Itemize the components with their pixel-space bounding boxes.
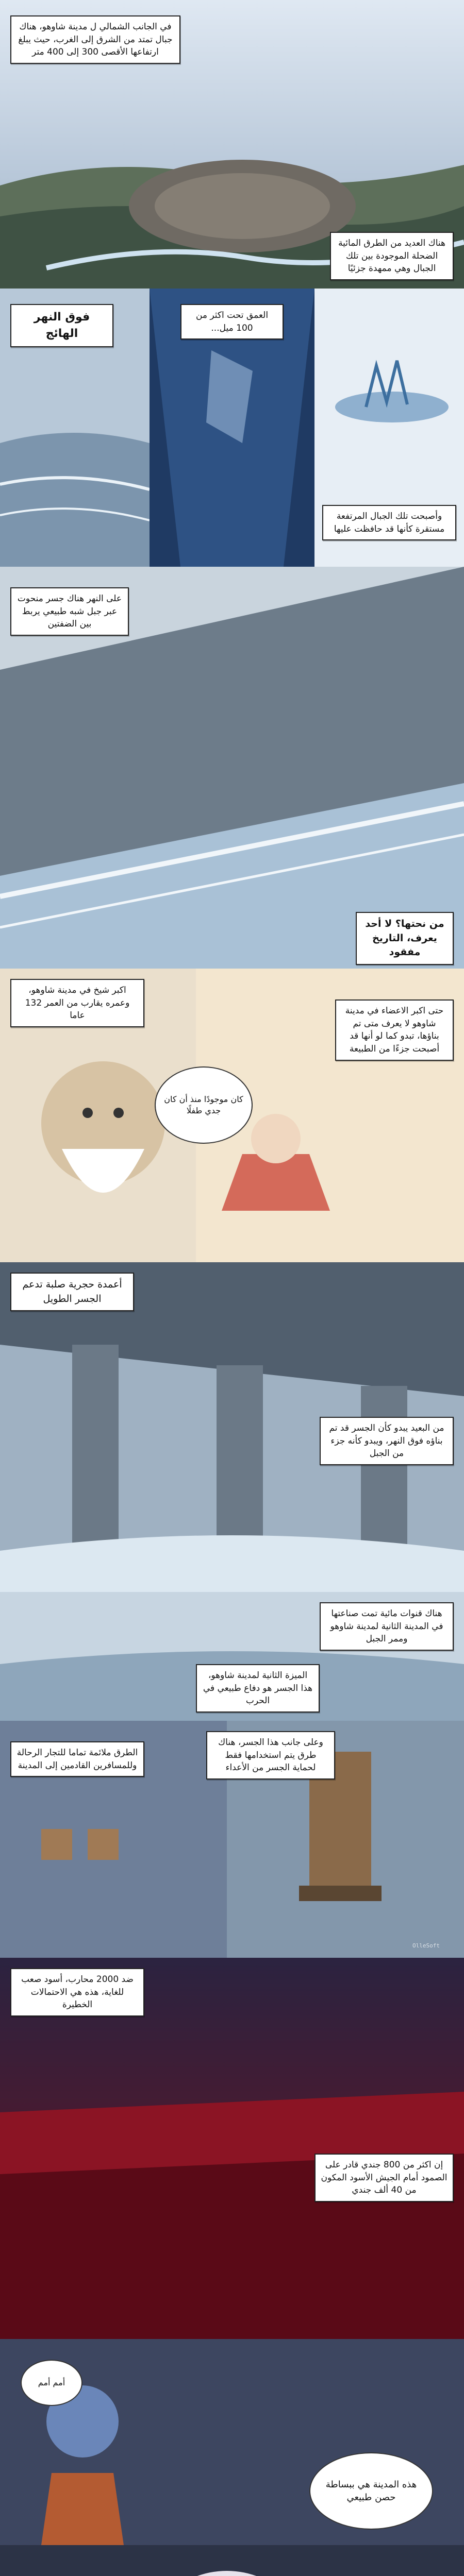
panel-bridge-river: [0, 567, 464, 969]
caption-north-mountains: في الجانب الشمالي ل مدينة شاوهو، هناك جبال تمتد من الشرق إلى الغرب، حيث يبلغ ارتفاعها الأقصى 300 إلى 400 متر: [10, 15, 180, 64]
caption-stone-pillars: أعمدة حجرية صلبة تدعم الجسر الطويل: [10, 1273, 134, 1311]
caption-stable-mountains: وأصبحت تلك الجبال المرتفعة مستقرة كأنها قد حافظت عليها: [322, 505, 456, 540]
caption-channels: هناك قنوات مائية تمت صناعتها في المدينة الثانية لمدينة شاوهو وممر الجبل: [320, 1602, 454, 1651]
panel-deep-river: [150, 289, 314, 567]
panel-aerial-city: [0, 0, 464, 289]
bubble-natural-fortress: هذه المدينة هي ببساطة حصن طبيعي: [309, 2452, 433, 2530]
caption-shallow-waterways: هناك العديد من الطرق المائية الضحلة الموجودة بين تلك الجبال وهي ممهدة جزئيًا: [330, 232, 454, 280]
caption-traders: الطرق ملائمة تماما للتجار الرحالة وللمسافرين القادمين إلى المدينة: [10, 1741, 144, 1777]
panel-splash: [314, 289, 464, 567]
caption-carved-bridge: على النهر هناك جسر منحوت عبر جبل شبه طبيعي يربط بين الضفتين: [10, 587, 129, 636]
caption-who-carved: من نحتها؟ لا أحد يعرف، التاريخ مفقود: [356, 912, 454, 965]
watermark: OlleSoft: [412, 1942, 440, 1949]
caption-unknown-build: حتى اكبر الاعضاء في مدينة شاوهو لا يعرف متى تم بناؤها، تبدو كما لو أنها قد أصبحت جزءًا من الطبيعة: [335, 999, 454, 1061]
caption-from-afar: من البعيد يبدو كأن الجسر قد تم بناؤه فوق النهر، ويبدو كأنه جزء من الجبل: [320, 1417, 454, 1465]
panel-caravan: [0, 1721, 464, 1958]
panel-army: [0, 1958, 464, 2339]
caption-natural-defense: الميزة الثانية لمدينة شاوهو، هذا الجسر هو دفاع طبيعي في الحرب: [196, 1664, 320, 1713]
caption-above-river: فوق النهر الهائج: [10, 304, 113, 347]
caption-depth: العمق تحت اكثر من 100 ميل...: [180, 304, 284, 340]
caption-guard-roads: وعلى جانب هذا الجسر، هناك طرق يتم استخدامها فقط لحماية الجسر من الأعداء: [206, 1731, 335, 1780]
panel-hero: [0, 2339, 464, 2576]
panel-channels: [0, 1592, 464, 1721]
panel-elder: [0, 969, 464, 1262]
caption-eldest-elder: اكبر شيخ في مدينة شاوهو، وعمره يقارب من العمر 132 عاما: [10, 979, 144, 1027]
panel-pillars: [0, 1262, 464, 1592]
panel-raging-river: [0, 289, 150, 567]
bubble-hmm: أمم أمم: [21, 2360, 82, 2406]
bubble-grandfather: كان موجودًا منذ أن كان جدي طفلًا: [155, 1066, 253, 1144]
caption-2000-warriors: ضد 2000 محارب، أسود صعب للغاية، هذه هي الاحتمالات الخطيرة: [10, 1968, 144, 2016]
caption-800-soldiers: إن اكثر من 800 جندي قادر على الصمود أمام الجيش الأسود المكون من 40 ألف جندي: [314, 2154, 454, 2202]
